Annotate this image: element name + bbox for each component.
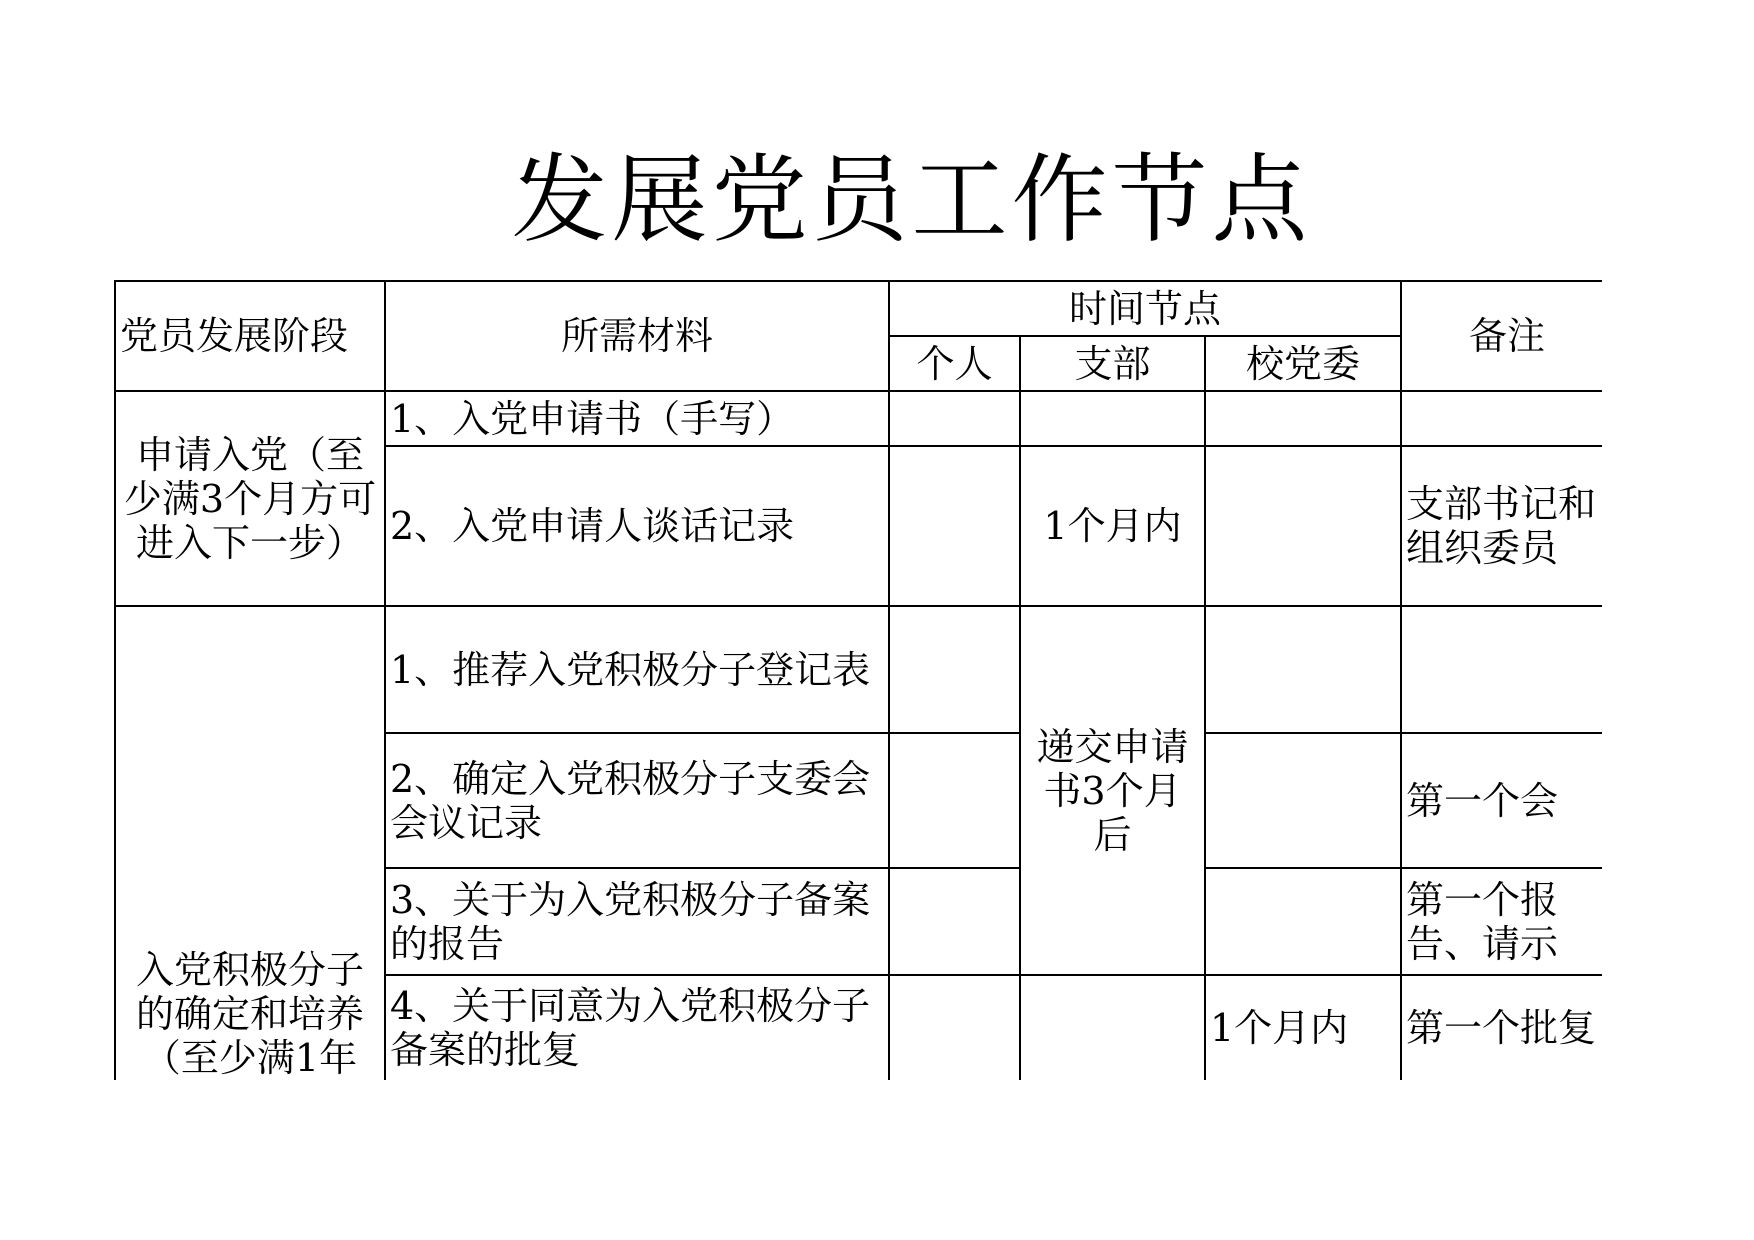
page-title: 发展党员工作节点 [511,144,1312,256]
personal-cell [889,606,1020,733]
personal-cell [889,868,1020,975]
personal-cell [889,391,1020,446]
branch-cell: 1个月内 [1020,446,1205,606]
remark-cell [1401,606,1602,733]
school-cell [1205,733,1401,868]
branch-cell [1020,975,1205,1080]
header-personal: 个人 [889,336,1020,391]
remark-cell [1401,391,1602,446]
material-cell: 4、关于同意为入党积极分子备案的批复 [385,975,889,1080]
personal-cell [889,733,1020,868]
school-cell [1205,391,1401,446]
remark-cell: 支部书记和组织委员 [1401,446,1602,606]
remark-cell: 第一个报告、请示 [1401,868,1602,975]
school-cell [1205,868,1401,975]
school-cell [1205,606,1401,733]
table-row [115,391,1602,446]
header-branch: 支部 [1020,336,1205,391]
school-cell: 1个月内 [1205,975,1401,1080]
branch-cell [1020,391,1205,446]
material-cell: 2、确定入党积极分子支委会会议记录 [385,733,889,868]
stage-text: 入党积极分子的确定和培养（至少满1年 [135,948,364,1080]
stage-cell [115,606,385,1080]
header-row [115,281,1602,336]
header-stage: 党员发展阶段 [115,281,385,391]
table-row [115,606,1602,733]
branch-merged-cell: 递交申请书3个月后 [1020,606,1205,975]
stage-cell: 申请入党（至少满3个月方可进入下一步） [115,391,385,606]
material-cell: 1、推荐入党积极分子登记表 [385,606,889,733]
header-remarks: 备注 [1401,281,1602,391]
personal-cell [889,975,1020,1080]
material-cell: 3、关于为入党积极分子备案的报告 [385,868,889,975]
remark-cell: 第一个批复 [1401,975,1602,1080]
header-school-committee: 校党委 [1205,336,1401,391]
material-cell: 2、入党申请人谈话记录 [385,446,889,606]
personal-cell [889,446,1020,606]
remark-cell: 第一个会 [1401,733,1602,868]
school-cell [1205,446,1401,606]
work-node-table [114,280,1602,1080]
header-time-node: 时间节点 [889,281,1401,336]
material-cell: 1、入党申请书（手写） [385,391,889,446]
work-node-table-area [114,280,1602,1080]
header-materials: 所需材料 [385,281,889,391]
